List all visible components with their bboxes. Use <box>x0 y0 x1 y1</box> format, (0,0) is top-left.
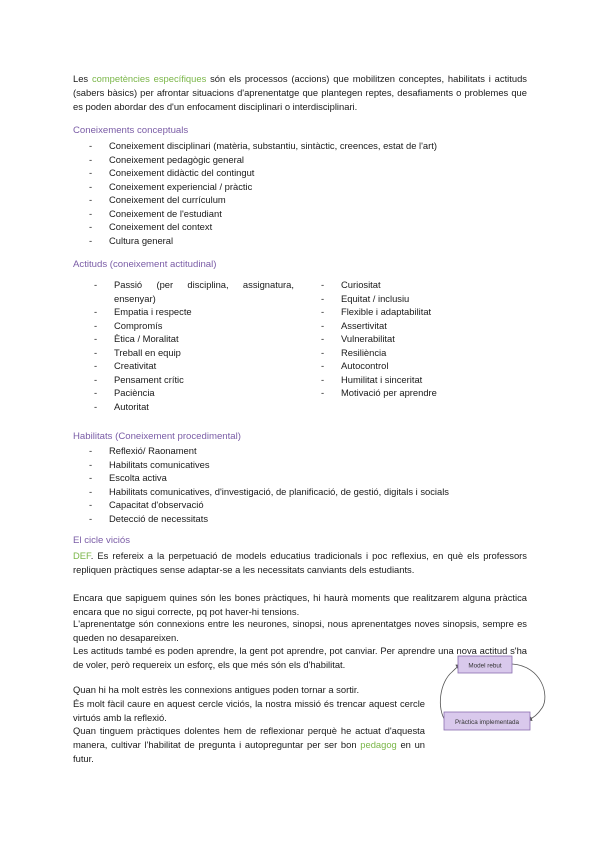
list-item: - Coneixement experiencial / pràctic <box>89 180 529 194</box>
list-item: - Treball en equip <box>94 346 294 360</box>
intro-post: són els processos (accions) que mobilitzen conceptes, habilitats i actituds (sabers bàsics) per afrontar situacions d'aprenentatge que plantegen reptes, desafiaments o problemes que es poden abordar des d'un enfocament disciplinari o interdisciplinari. <box>73 73 527 112</box>
list-item: - Coneixement disciplinari (matèria, substantiu, sintàctic, creences, estat de l'art) <box>89 139 529 153</box>
list-item: - Coneixement de l'estudiant <box>89 207 529 221</box>
list-item: - Coneixement del currículum <box>89 193 529 207</box>
list-item: - Capacitat d'observació <box>89 498 529 512</box>
cycle-paragraph-5: És molt fàcil caure en aquest cercle viciós, la nostra missió és trencar aquest cercle virtuós amb la reflexió. <box>73 698 425 723</box>
cycle-arrow-right <box>512 664 545 720</box>
attitudes-list-col1 <box>94 278 294 413</box>
list-item: - Cultura general <box>89 234 529 248</box>
practice-label: Pràctica implementada <box>454 719 520 726</box>
skills-heading: Habilitats (Coneixement procedimental) <box>73 431 241 442</box>
list-item: - Compromís <box>94 319 294 333</box>
list-item: - Vulnerabilitat <box>321 332 521 346</box>
para6-post: en un futur. <box>73 739 425 764</box>
model-label: Model rebut <box>468 662 502 670</box>
skills-list <box>89 444 529 525</box>
list-item: - Curiositat <box>321 278 521 292</box>
intro-paragraph <box>73 72 527 114</box>
cycle-paragraph-3: Les actituds també es poden aprendre, la gent pot aprendre, pot canviar. Per aprendre una nova actitud s'ha de voler, però requereix un esforç, els que més són els d'habilitat. <box>73 645 527 670</box>
list-item: - Autocontrol <box>321 359 521 373</box>
para6-pre: Quan tinguem pràctiques dolentes hem de reflexionar perquè he actuat d'aquesta manera, cultivar l'habilitat de pregunta i autopreguntar per ser bon <box>73 725 425 750</box>
attitudes-heading: Actituds (coneixement actitudinal) <box>73 259 217 270</box>
attitudes-list-col2 <box>321 278 521 400</box>
list-item: - Motivació per aprendre <box>321 386 521 400</box>
list-item: - Coneixement del context <box>89 220 529 234</box>
list-item: - Detecció de necessitats <box>89 512 529 526</box>
list-item: - Assertivitat <box>321 319 521 333</box>
list-item: - Coneixement didàctic del contingut <box>89 166 529 180</box>
conceptual-heading: Coneixements conceptuals <box>73 125 189 136</box>
list-item: - Habilitats comunicatives <box>89 458 529 472</box>
list-item: - Passió (per disciplina, assignatura, ensenyar) <box>94 278 294 305</box>
list-item: - Resiliència <box>321 346 521 360</box>
list-item: - Escolta activa <box>89 471 529 485</box>
list-item: - Flexible i adaptabilitat <box>321 305 521 319</box>
list-item: - Creativitat <box>94 359 294 373</box>
list-item: - Paciència <box>94 386 294 400</box>
list-item: - Ètica / Moralitat <box>94 332 294 346</box>
cycle-definition <box>73 549 527 577</box>
list-item: - Pensament crític <box>94 373 294 387</box>
intro-pre: Les <box>73 73 92 84</box>
list-item: - Coneixement pedagògic general <box>89 153 529 167</box>
cycle-heading: El cicle viciós <box>73 535 131 546</box>
conceptual-list <box>89 139 529 247</box>
intro-highlight: competències específiques <box>91 73 207 84</box>
para6-highlight: pedagog <box>360 739 397 750</box>
cycle-paragraph-2: L'aprenentatge són connexions entre les neurones, sinopsi, nous aprenentatges noves sinopsis, sempre es queden no desapareixen. <box>73 618 527 643</box>
list-item: - Empatia i respecte <box>94 305 294 319</box>
cycle-paragraph-6 <box>73 724 425 766</box>
list-item: - Humilitat i sinceritat <box>321 373 521 387</box>
cycle-paragraph-1: Encara que sapiguem quines són les bones pràctiques, hi haurà moments que realitzarem alguna pràctica encara que no sigui correcte, pq pot haver-hi tensions. <box>73 592 527 617</box>
cycle-diagram-svg <box>438 652 550 738</box>
cycle-paragraph-4: Quan hi ha molt estrès les connexions antigues poden tornar a sortir. <box>73 684 360 695</box>
list-item: - Equitat / inclusiu <box>321 292 521 306</box>
list-item: - Autoritat <box>94 400 294 414</box>
list-item: - Reflexió/ Raonament <box>89 444 529 458</box>
list-item: - Habilitats comunicatives, d'investigació, de planificació, de gestió, digitals i socials <box>89 485 529 499</box>
def-text: . Es refereix a la perpetuació de models educatius tradicionals i poc reflexius, en què els professors repliquen pràctiques sense adaptar-se a les necessitats canviants dels estudiants. <box>73 550 527 575</box>
def-label: DEF <box>73 550 91 561</box>
cycle-diagram <box>438 652 550 738</box>
